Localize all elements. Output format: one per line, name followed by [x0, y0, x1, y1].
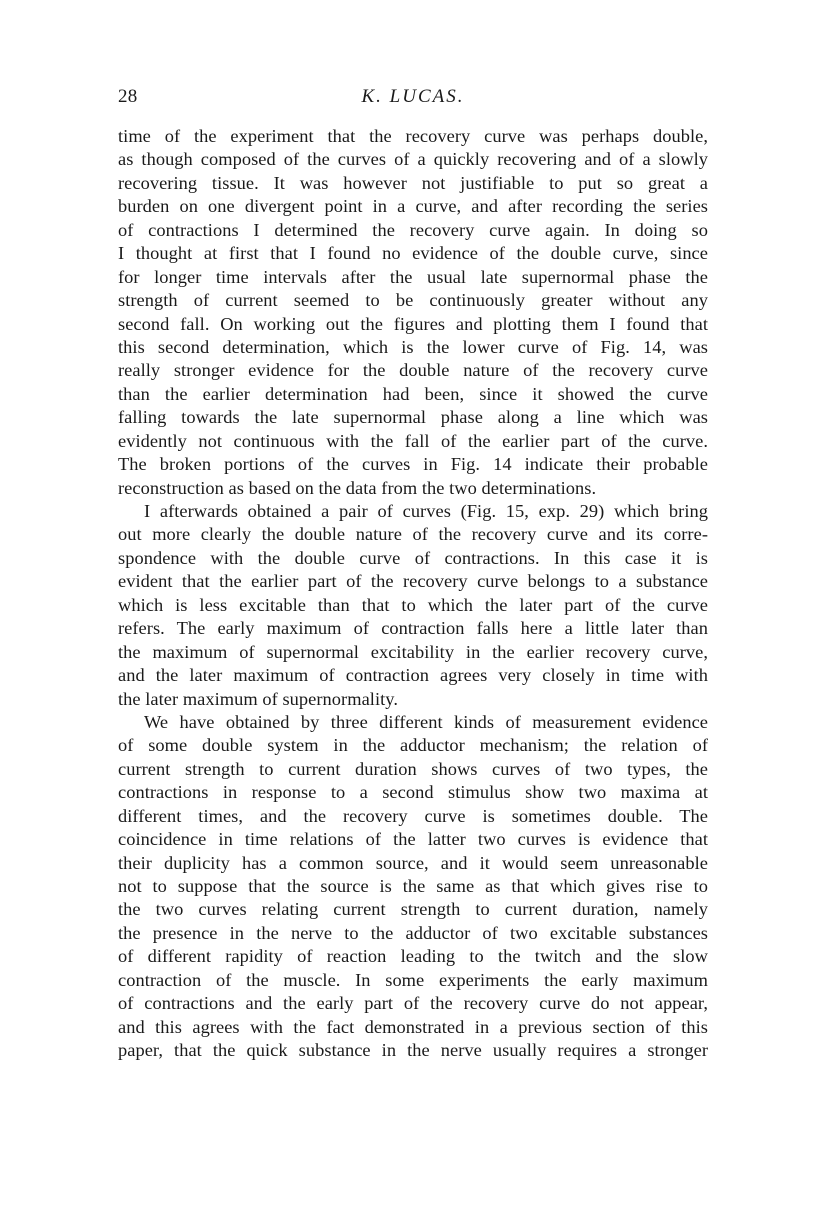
text-line: I afterwards obtained a pair of curves (Fig. 15, exp. 29) which bring	[144, 501, 708, 521]
text-line: evidently not continuous with the fall of the earlier part of the curve.	[118, 430, 708, 451]
text-line: refers. The early maximum of contraction falls here a little later than	[118, 618, 708, 639]
text-line: as though composed of the curves of a quickly recovering and of a slowly	[118, 149, 708, 170]
text-line: of contractions and the early part of the recovery curve do not appear,	[118, 993, 708, 1014]
paragraph	[118, 711, 708, 1063]
text-line: not to suppose that the source is the same as that which gives rise to	[118, 876, 708, 896]
text-line: the maximum of supernormal excitability in the earlier recovery curve,	[118, 641, 708, 662]
text-line: and this agrees with the fact demonstrated in a previous section of this	[118, 1016, 708, 1037]
text-line: recovering tissue. It was however not justifiable to put so great a	[118, 172, 708, 193]
text-line: falling towards the late supernormal phase along a line which was	[118, 407, 708, 428]
text-line: We have obtained by three different kinds of measurement evidence	[144, 711, 708, 732]
text-line: really stronger evidence for the double nature of the recovery curve	[118, 360, 708, 381]
paragraph	[118, 500, 708, 711]
text-line: which is less excitable than that to which the later part of the curve	[118, 594, 708, 615]
text-line: of some double system in the adductor mechanism; the relation of	[118, 735, 708, 756]
text-line: The broken portions of the curves in Fig. 14 indicate their probable	[118, 454, 708, 475]
text-line: and the later maximum of contraction agrees very closely in time with	[118, 665, 708, 686]
text-line: this second determination, which is the lower curve of Fig. 14, was	[118, 336, 708, 357]
text-line: I thought at first that I found no evidence of the double curve, since	[118, 243, 708, 264]
text-line: burden on one divergent point in a curve, and after recording the series	[118, 196, 708, 217]
page-header	[118, 86, 708, 112]
paragraph	[118, 125, 708, 500]
text-line: reconstruction as based on the data from the two determinations.	[118, 477, 597, 498]
text-line: paper, that the quick substance in the nerve usually requires a stronger	[118, 1040, 708, 1061]
text-line: than the earlier determination had been, since it showed the curve	[118, 383, 708, 404]
text-line: of different rapidity of reaction leading to the twitch and the slow	[118, 946, 708, 967]
text-line: their duplicity has a common source, and it would seem unreasonable	[118, 852, 708, 873]
body-text	[118, 125, 708, 1063]
text-line: current strength to current duration shows curves of two types, the	[118, 758, 708, 779]
text-line: contraction of the muscle. In some experiments the early maximum	[118, 969, 708, 990]
text-line: out more clearly the double nature of the recovery curve and its corre-	[118, 524, 708, 545]
text-line: the two curves relating current strength to current duration, namely	[118, 899, 708, 920]
text-line: of contractions I determined the recovery curve again. In doing so	[118, 219, 708, 240]
text-line: second fall. On working out the figures and plotting them I found that	[118, 313, 708, 334]
text-line: for longer time intervals after the usual late supernormal phase the	[118, 266, 708, 287]
text-line: spondence with the double curve of contractions. In this case it is	[118, 547, 708, 568]
text-line: different times, and the recovery curve is sometimes double. The	[118, 805, 708, 826]
text-line: coincidence in time relations of the latter two curves is evidence that	[118, 829, 708, 850]
page-number: 28	[118, 86, 138, 107]
text-line: evident that the earlier part of the recovery curve belongs to a substance	[118, 571, 708, 592]
text-line: time of the experiment that the recovery curve was perhaps double,	[118, 126, 708, 146]
running-head: K. LUCAS.	[361, 86, 465, 107]
text-line: contractions in response to a second stimulus show two maxima at	[118, 782, 708, 803]
text-line: strength of current seemed to be continuously greater without any	[118, 290, 708, 311]
text-line: the presence in the nerve to the adductor of two excitable substances	[118, 922, 708, 943]
text-line: the later maximum of supernormality.	[118, 688, 398, 709]
